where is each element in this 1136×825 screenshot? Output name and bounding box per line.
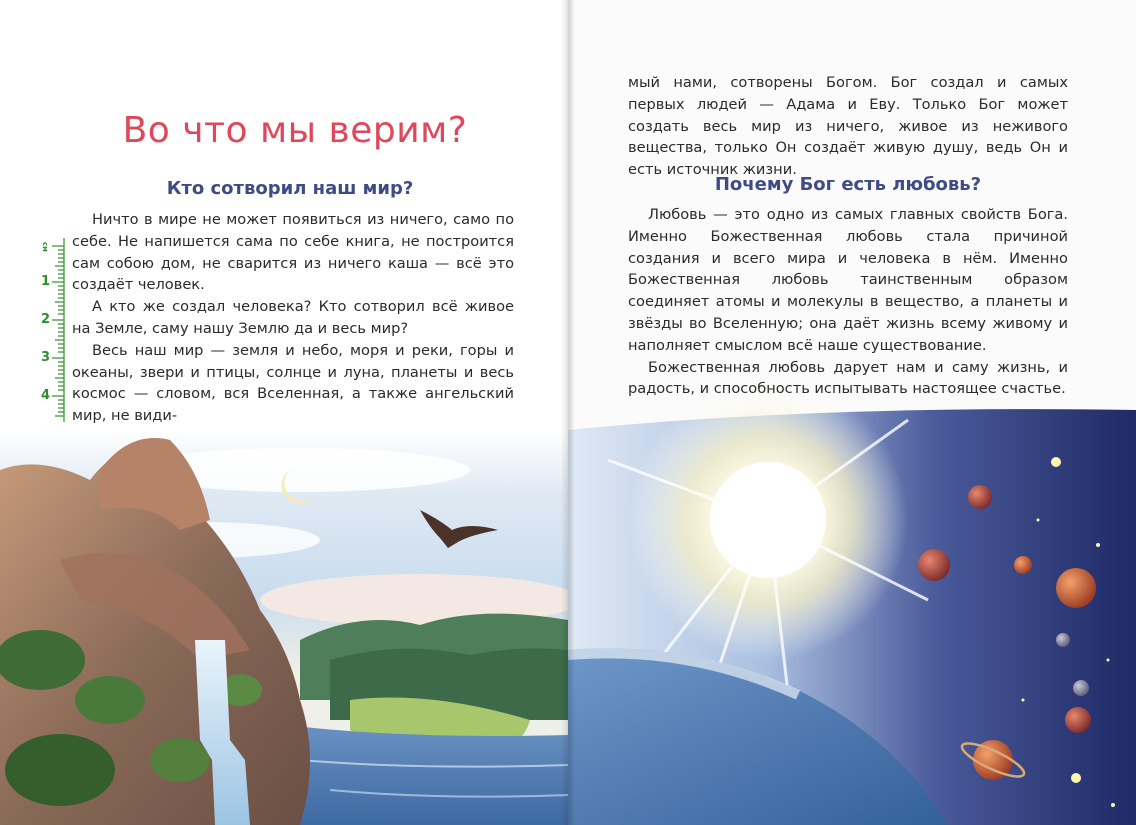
left-body-text (72, 209, 514, 427)
paragraph: А кто же создал человека? Кто сотворил всё живое на Земле, саму нашу Землю да и весь мир? (72, 298, 514, 337)
paragraph: Божественная любовь дарует нам и саму жизнь, и радость, и способность испытывать настоящее счастье. (628, 358, 1068, 398)
paragraph: мый нами, сотворены Богом. Бог создал и самых первых людей — Адама и Еву. Только Бог может создать весь мир из ничего, живое из неживого вещества, только Он создаёт живую душу, ведь Он и есть источник жизни. (628, 74, 1068, 179)
right-continuation-text (628, 72, 1068, 181)
paragraph: Любовь — это одно из самых главных свойств Бога. Именно Божественная любовь стала причиной создания и всего мира и человека в нём. Именно Божественная любовь таинственным образом соединяет атомы и молекулы в вещество, а планеты и звёзды во Вселенную; она даёт жизнь всему живому и наполняет смыслом всё наше существование. (628, 206, 1068, 354)
ruler-mark-3: 3 (41, 350, 51, 365)
right-page (568, 0, 1136, 825)
ruler-mark-1: 1 (41, 274, 51, 289)
book-spine (561, 0, 575, 825)
paragraph: Весь наш мир — земля и небо, моря и реки, горы и океаны, звери и птицы, солнце и луна, планеты и весь космос — словом, вся Вселенная, а также ангельский мир, не види- (72, 341, 514, 425)
ruler (38, 238, 66, 422)
ruler-mark-4: 4 (41, 388, 51, 403)
section-heading-love: Почему Бог есть любовь? (714, 174, 982, 195)
right-body-text (628, 204, 1068, 400)
ruler-mark-2: 2 (41, 312, 51, 327)
paragraph: Ничто в мире не может появиться из ничего, само по себе. Не напишется сама по себе книга, не построится сам собою дом, не сварится из ничего каша — всё это создаёт человек. (72, 211, 514, 294)
page-title: Во что мы верим? (122, 110, 468, 151)
ruler-unit: см (41, 242, 49, 252)
ruler-scale (38, 238, 66, 422)
section-heading-creation: Кто сотворил наш мир? (166, 178, 414, 199)
